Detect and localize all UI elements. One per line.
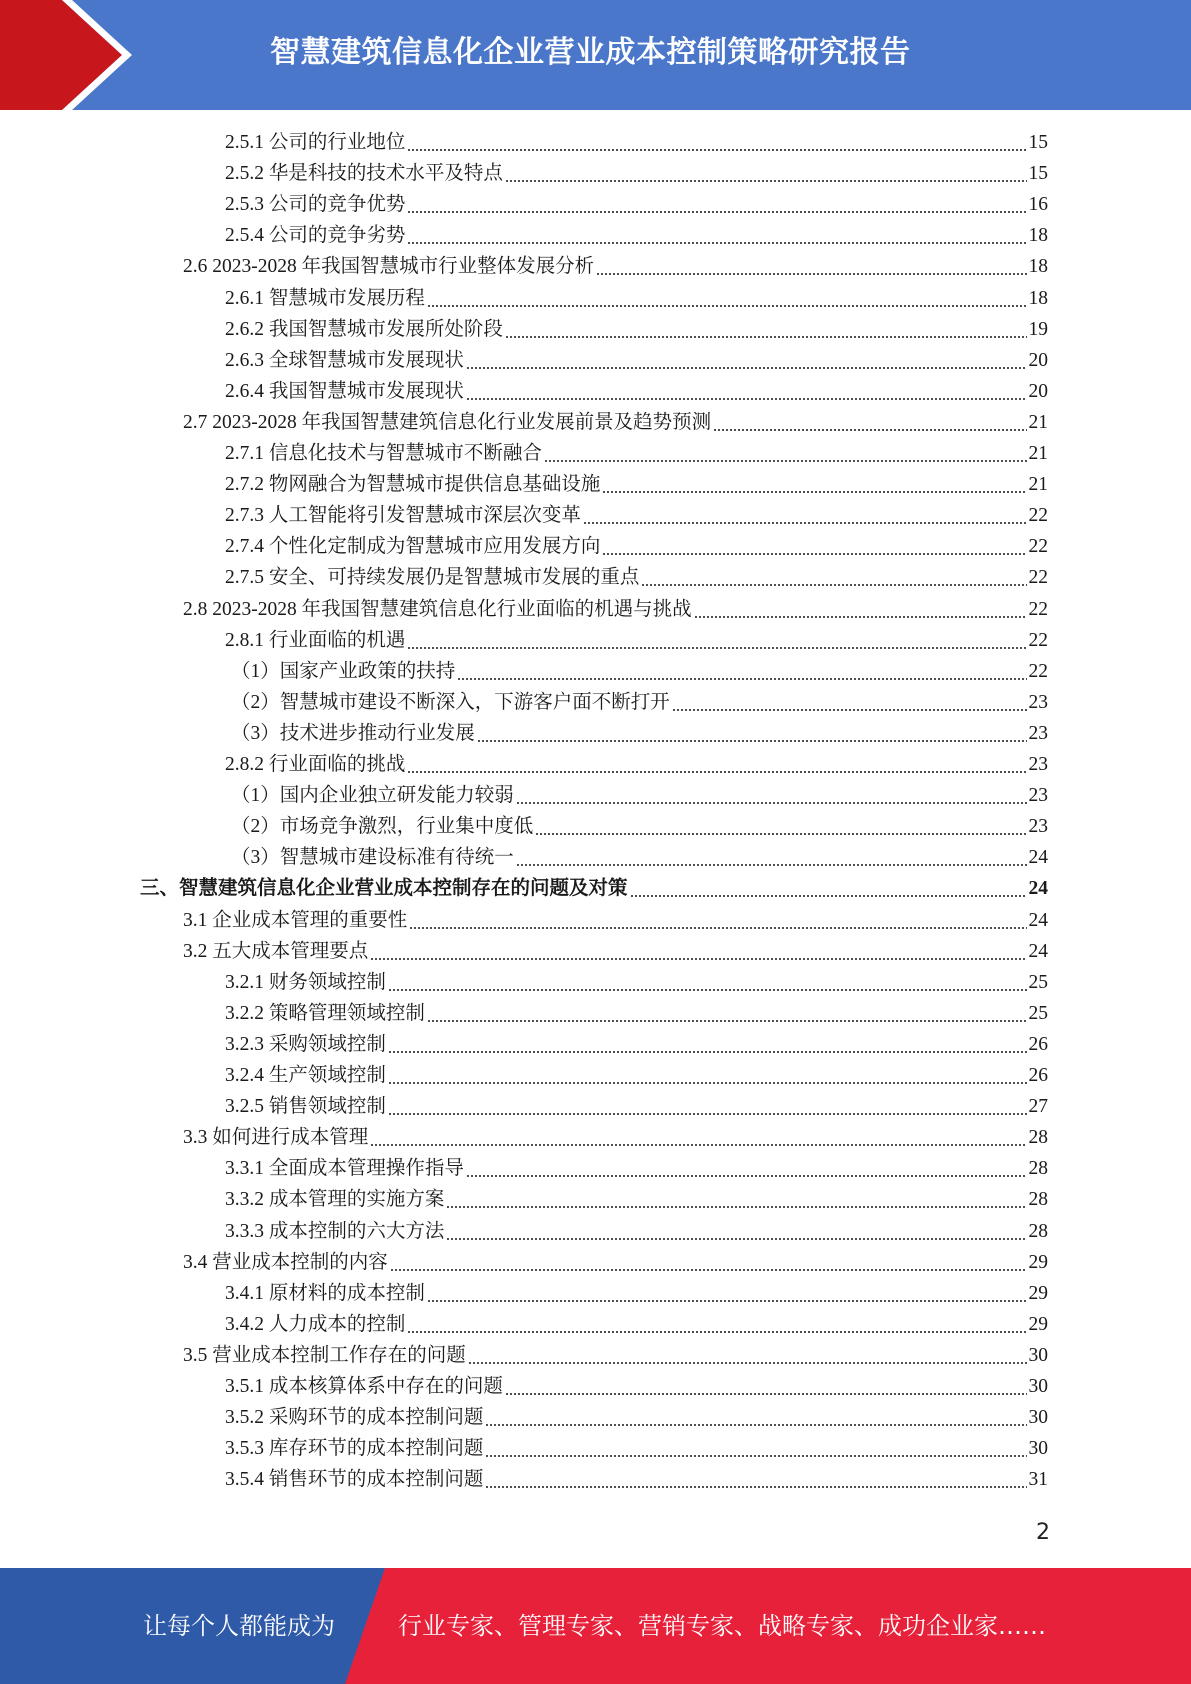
- toc-leader-dots: [485, 1402, 1026, 1433]
- toc-leader-dots: [407, 625, 1026, 656]
- toc-leader-dots: [466, 1153, 1027, 1184]
- toc-entry-page: 26: [1028, 1033, 1048, 1055]
- toc-entry[interactable]: [183, 1247, 1048, 1278]
- toc-leader-dots: [694, 594, 1027, 625]
- toc-leader-dots: [468, 1340, 1027, 1371]
- toc-entry[interactable]: [225, 189, 1048, 220]
- toc-entry[interactable]: [225, 1309, 1048, 1340]
- toc-entry[interactable]: [140, 873, 1048, 904]
- toc-entry-label: 2.7.1 信息化技术与智慧城市不断融合: [225, 443, 542, 464]
- toc-entry[interactable]: [231, 656, 1048, 687]
- toc-entry-page: 18: [1028, 225, 1048, 247]
- toc-leader-dots: [516, 780, 1027, 811]
- toc-entry-page: 21: [1028, 443, 1048, 464]
- toc-entry-page: 30: [1028, 1344, 1048, 1366]
- toc-entry[interactable]: [183, 936, 1048, 967]
- toc-entry-page: 20: [1028, 380, 1048, 402]
- toc-entry[interactable]: [183, 594, 1048, 625]
- toc-entry-page: 23: [1028, 754, 1048, 775]
- toc-entry-page: 22: [1028, 598, 1048, 620]
- toc-entry-page: 23: [1028, 785, 1048, 807]
- toc-entry[interactable]: [225, 1029, 1048, 1060]
- toc-entry-label: （1）国家产业政策的扶持: [231, 660, 456, 682]
- toc-entry-page: 18: [1028, 287, 1048, 309]
- toc-entry[interactable]: [225, 998, 1048, 1029]
- toc-entry-label: 2.7.2 物网融合为智慧城市提供信息基础设施: [225, 474, 601, 496]
- toc-leader-dots: [427, 998, 1027, 1029]
- page-footer: [0, 1568, 1191, 1684]
- toc-leader-dots: [407, 1309, 1026, 1340]
- toc-entry-label: 3.2.5 销售领域控制: [225, 1096, 386, 1118]
- toc-entry[interactable]: [225, 127, 1048, 158]
- toc-entry[interactable]: [225, 1464, 1048, 1495]
- toc-leader-dots: [466, 345, 1027, 376]
- toc-entry-page: 30: [1028, 1376, 1048, 1397]
- toc-entry-label: 3.3.2 成本管理的实施方案: [225, 1189, 445, 1211]
- toc-entry-page: 21: [1028, 474, 1048, 496]
- toc-entry-label: 2.6.4 我国智慧城市发展现状: [225, 380, 464, 402]
- toc-leader-dots: [446, 1184, 1026, 1215]
- toc-entry-page: 22: [1028, 660, 1048, 682]
- toc-leader-dots: [505, 158, 1027, 189]
- toc-entry[interactable]: [183, 905, 1048, 936]
- toc-entry-page: 23: [1028, 722, 1048, 744]
- toc-entry-label: 3.3 如何进行成本管理: [183, 1127, 369, 1149]
- toc-entry[interactable]: [225, 967, 1048, 998]
- toc-entry-page: 18: [1028, 256, 1048, 278]
- toc-entry[interactable]: [225, 469, 1048, 500]
- toc-entry-page: 24: [1028, 878, 1048, 900]
- toc-entry-page: 15: [1028, 163, 1048, 185]
- toc-entry-label: 3.2.4 生产领域控制: [225, 1065, 386, 1086]
- footer-slogan-right: 行业专家、管理专家、营销专家、战略专家、成功企业家……: [398, 1612, 1046, 1640]
- toc-entry[interactable]: [183, 407, 1048, 438]
- toc-entry-page: 28: [1028, 1158, 1048, 1180]
- toc-leader-dots: [485, 1433, 1026, 1464]
- toc-entry-label: 2.7.4 个性化定制成为智慧城市应用发展方向: [225, 536, 601, 558]
- toc-leader-dots: [602, 531, 1026, 562]
- toc-entry-page: 25: [1028, 971, 1048, 993]
- footer-slogan-left: 让每个人都能成为: [143, 1612, 335, 1640]
- toc-entry-page: 20: [1028, 349, 1048, 371]
- toc-leader-dots: [427, 283, 1027, 314]
- toc-leader-dots: [672, 687, 1027, 718]
- toc-leader-dots: [516, 842, 1027, 873]
- toc-entry-page: 30: [1028, 1407, 1048, 1429]
- toc-entry-label: 2.8.1 行业面临的机遇: [225, 629, 406, 651]
- toc-entry[interactable]: [225, 1433, 1048, 1464]
- toc-entry-label: 2.5.2 华是科技的技术水平及特点: [225, 163, 503, 185]
- toc-leader-dots: [388, 1091, 1027, 1122]
- toc-entry-label: 三、智慧建筑信息化企业营业成本控制存在的问题及对策: [140, 878, 628, 900]
- toc-entry-label: 3.2.3 采购领域控制: [225, 1033, 386, 1055]
- toc-entry-label: （1）国内企业独立研发能力较弱: [231, 785, 514, 807]
- toc-entry-page: 22: [1028, 505, 1048, 527]
- toc-leader-dots: [630, 873, 1027, 904]
- toc-entry-page: 22: [1028, 567, 1048, 589]
- toc-entry[interactable]: [183, 1122, 1048, 1153]
- toc-entry-label: 3.5.1 成本核算体系中存在的问题: [225, 1376, 503, 1397]
- toc-entry[interactable]: [183, 1340, 1048, 1371]
- toc-leader-dots: [505, 314, 1027, 345]
- toc-leader-dots: [407, 127, 1026, 158]
- toc-entry[interactable]: [225, 625, 1048, 656]
- toc-entry-page: 27: [1028, 1096, 1048, 1118]
- toc-leader-dots: [602, 469, 1026, 500]
- toc-leader-dots: [407, 749, 1026, 780]
- toc-entry-label: 2.8 2023-2028 年我国智慧建筑信息化行业面临的机遇与挑战: [183, 598, 692, 620]
- toc-entry[interactable]: [225, 500, 1048, 531]
- toc-entry-page: 23: [1028, 691, 1048, 713]
- toc-entry-page: 28: [1028, 1220, 1048, 1242]
- toc-entry[interactable]: [225, 1216, 1048, 1247]
- toc-entry-page: 29: [1028, 1251, 1048, 1273]
- toc-entry-label: 2.8.2 行业面临的挑战: [225, 754, 406, 775]
- toc-entry-label: 2.6.3 全球智慧城市发展现状: [225, 349, 464, 371]
- toc-leader-dots: [713, 407, 1026, 438]
- toc-entry-label: 3.3.1 全面成本管理操作指导: [225, 1158, 464, 1180]
- toc-entry-label: （2）智慧城市建设不断深入，下游客户面不断打开: [231, 691, 670, 713]
- toc-entry-label: 2.6.2 我国智慧城市发展所处阶段: [225, 318, 503, 340]
- toc-leader-dots: [388, 1060, 1027, 1091]
- toc-entry[interactable]: [231, 687, 1048, 718]
- toc-entry-label: 3.5 营业成本控制工作存在的问题: [183, 1344, 466, 1366]
- toc-entry-label: 2.7.3 人工智能将引发智慧城市深层次变革: [225, 505, 581, 527]
- toc-leader-dots: [466, 376, 1027, 407]
- toc-entry[interactable]: [225, 158, 1048, 189]
- toc-entry-page: 15: [1028, 132, 1048, 153]
- page-header: [0, 0, 1191, 110]
- toc-entry-page: 29: [1028, 1282, 1048, 1304]
- toc-entry[interactable]: [231, 811, 1048, 842]
- toc-leader-dots: [388, 967, 1027, 998]
- toc-entry-label: 3.2.2 策略管理领域控制: [225, 1002, 425, 1024]
- toc-leader-dots: [388, 1029, 1027, 1060]
- toc-entry-label: 3.3.3 成本控制的六大方法: [225, 1220, 445, 1242]
- toc-leader-dots: [407, 220, 1026, 251]
- toc-entry[interactable]: [225, 1060, 1048, 1091]
- toc-leader-dots: [641, 562, 1026, 593]
- toc-entry[interactable]: [225, 283, 1048, 314]
- toc-entry-page: 22: [1028, 536, 1048, 558]
- toc-entry-page: 30: [1028, 1438, 1048, 1460]
- toc-entry-page: 28: [1028, 1189, 1048, 1211]
- toc-entry-page: 31: [1028, 1469, 1048, 1491]
- toc-entry-page: 19: [1028, 318, 1048, 340]
- toc-leader-dots: [485, 1464, 1026, 1495]
- toc-entry-label: 2.7 2023-2028 年我国智慧建筑信息化行业发展前景及趋势预测: [183, 411, 712, 433]
- toc-entry-page: 24: [1028, 847, 1048, 869]
- toc-leader-dots: [477, 718, 1027, 749]
- toc-entry-label: 2.6 2023-2028 年我国智慧城市行业整体发展分析: [183, 256, 595, 278]
- toc-entry[interactable]: [225, 220, 1048, 251]
- toc-entry[interactable]: [225, 1371, 1048, 1402]
- toc-leader-dots: [583, 500, 1027, 531]
- toc-entry-page: 23: [1028, 816, 1048, 838]
- toc-entry-page: 22: [1028, 629, 1048, 651]
- toc-leader-dots: [596, 251, 1026, 282]
- toc-entry[interactable]: [231, 718, 1048, 749]
- toc-entry-label: 2.5.3 公司的竞争优势: [225, 194, 406, 216]
- page-number: 2: [1036, 1520, 1050, 1545]
- toc-leader-dots: [370, 936, 1026, 967]
- toc-entry[interactable]: [225, 376, 1048, 407]
- toc-leader-dots: [457, 656, 1026, 687]
- toc-entry[interactable]: [225, 1184, 1048, 1215]
- toc-entry-label: 3.1 企业成本管理的重要性: [183, 909, 408, 931]
- toc-entry-label: 3.4 营业成本控制的内容: [183, 1251, 388, 1273]
- toc-entry[interactable]: [225, 345, 1048, 376]
- toc-leader-dots: [390, 1247, 1027, 1278]
- toc-entry[interactable]: [225, 1402, 1048, 1433]
- toc-entry[interactable]: [183, 251, 1048, 282]
- toc-entry[interactable]: [225, 1091, 1048, 1122]
- toc-entry-label: 3.5.4 销售环节的成本控制问题: [225, 1469, 484, 1491]
- toc-entry-label: 3.5.2 采购环节的成本控制问题: [225, 1407, 484, 1429]
- toc-entry-page: 16: [1028, 194, 1048, 216]
- toc-entry-label: （3）技术进步推动行业发展: [231, 722, 475, 744]
- toc-leader-dots: [544, 438, 1027, 469]
- toc-entry-label: 2.7.5 安全、可持续发展仍是智慧城市发展的重点: [225, 567, 640, 589]
- toc-entry-page: 24: [1028, 909, 1048, 931]
- toc-leader-dots: [446, 1216, 1026, 1247]
- toc-entry[interactable]: [225, 314, 1048, 345]
- toc-entry-label: 3.4.1 原材料的成本控制: [225, 1282, 425, 1304]
- toc-entry-page: 24: [1028, 940, 1048, 962]
- toc-entry-label: 2.5.1 公司的行业地位: [225, 132, 406, 153]
- report-title: 智慧建筑信息化企业营业成本控制策略研究报告: [270, 35, 911, 70]
- toc-leader-dots: [505, 1371, 1027, 1402]
- toc-entry-label: 3.5.3 库存环节的成本控制问题: [225, 1438, 484, 1460]
- toc-entry-page: 28: [1028, 1127, 1048, 1149]
- toc-entry[interactable]: [231, 842, 1048, 873]
- toc-entry-label: 3.4.2 人力成本的控制: [225, 1313, 406, 1335]
- toc-entry-page: 29: [1028, 1313, 1048, 1335]
- toc-leader-dots: [535, 811, 1026, 842]
- toc-leader-dots: [409, 905, 1026, 936]
- toc-entry[interactable]: [225, 531, 1048, 562]
- toc-entry[interactable]: [225, 438, 1048, 469]
- toc-entry-page: 21: [1028, 411, 1048, 433]
- toc-entry[interactable]: [225, 562, 1048, 593]
- toc-entry-label: （2）市场竞争激烈，行业集中度低: [231, 816, 534, 838]
- toc-leader-dots: [407, 189, 1026, 220]
- toc-entry[interactable]: [225, 1153, 1048, 1184]
- header-arrow-decoration: [0, 0, 150, 110]
- toc-entry-label: 2.6.1 智慧城市发展历程: [225, 287, 425, 309]
- toc-entry-label: （3）智慧城市建设标准有待统一: [231, 847, 514, 869]
- toc-entry[interactable]: [225, 749, 1048, 780]
- toc-entry-label: 3.2.1 财务领域控制: [225, 971, 386, 993]
- toc-entry-label: 3.2 五大成本管理要点: [183, 940, 369, 962]
- toc-leader-dots: [427, 1278, 1027, 1309]
- toc-entry-page: 26: [1028, 1065, 1048, 1086]
- toc-entry[interactable]: [225, 1278, 1048, 1309]
- toc-entry[interactable]: [231, 780, 1048, 811]
- toc-leader-dots: [370, 1122, 1026, 1153]
- toc-entry-label: 2.5.4 公司的竞争劣势: [225, 225, 406, 247]
- toc-entry-page: 25: [1028, 1002, 1048, 1024]
